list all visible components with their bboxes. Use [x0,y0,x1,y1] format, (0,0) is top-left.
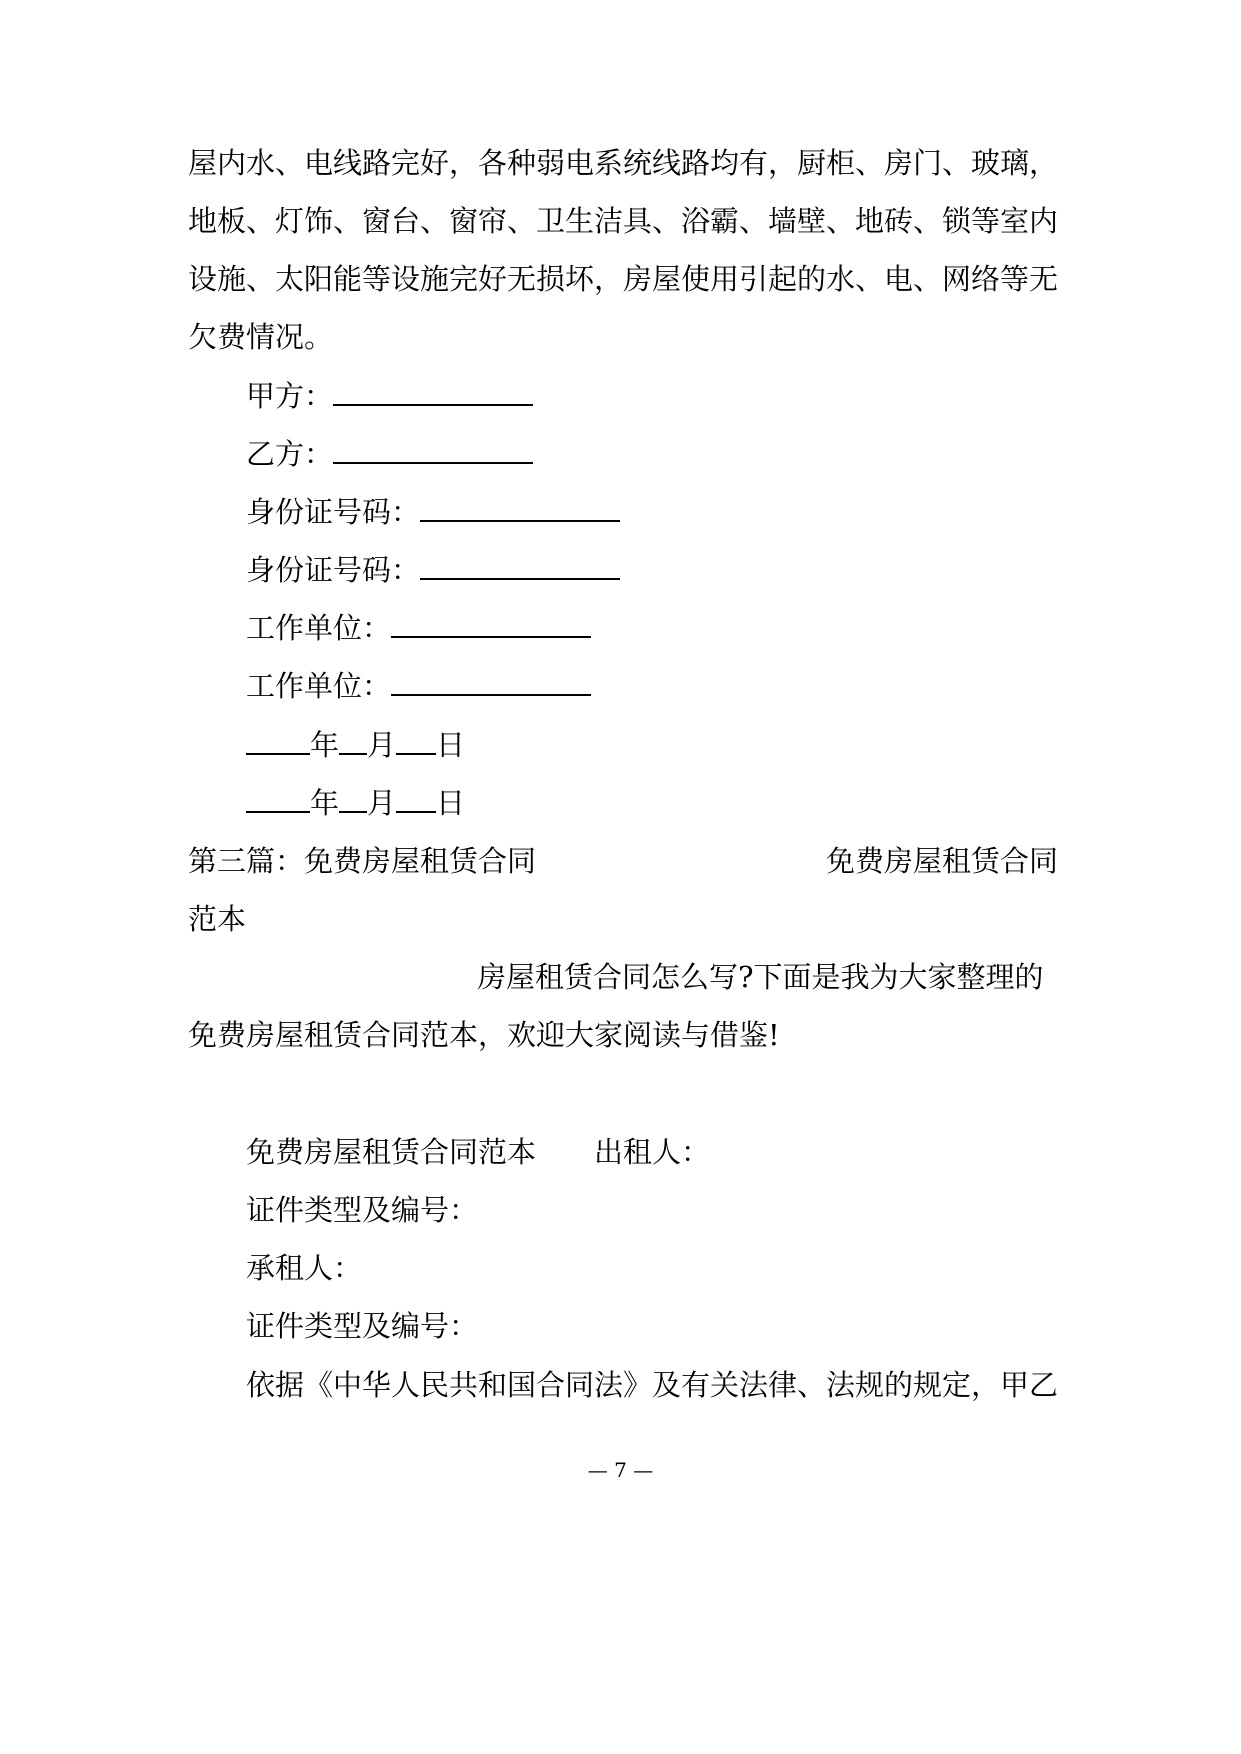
party-a-label: 甲方： [246,379,334,413]
month-blank [339,725,367,755]
work-unit-row [246,608,1116,648]
day-label: 日 [436,728,466,762]
year-blank [246,783,310,813]
id-type-line: 证件类型及编号： [246,1193,479,1227]
work-unit-blank [391,608,591,638]
party-a-row [246,376,1116,416]
contract-title-row [246,1132,1116,1172]
party-b-blank [333,434,533,464]
work-unit-label: 工作单位： [246,669,392,703]
paragraph-line: 欠费情况。 [188,320,334,354]
basis-line: 依据《中华人民共和国合同法》及有关法律、法规的规定，甲乙 [246,1368,1059,1402]
intro-line: 房屋租赁合同怎么写?下面是我为大家整理的 [477,960,1044,994]
month-blank [339,783,367,813]
section-heading-left: 第三篇：免费房屋租赁合同 [188,844,537,878]
id-number-row [246,492,1116,532]
year-label: 年 [310,728,340,762]
paragraph-line: 设施、太阳能等设施完好无损坏，房屋使用引起的水、电、网络等无 [188,262,1059,296]
party-b-label: 乙方： [246,437,334,471]
id-number-blank [420,550,620,580]
lessor-label: 出租人： [594,1135,711,1169]
section-heading-right: 免费房屋租赁合同 [825,844,1058,878]
month-label: 月 [367,786,397,820]
year-label: 年 [310,786,340,820]
page-number: — 7 — [587,1458,654,1482]
id-number-label: 身份证号码： [246,553,421,587]
date-row [246,725,1116,765]
work-unit-row [246,666,1116,706]
party-b-row [246,434,1116,474]
id-type-line: 证件类型及编号： [246,1309,479,1343]
section-heading-cont: 范本 [188,902,247,936]
day-blank [396,725,436,755]
section-heading [188,841,1058,881]
id-number-row [246,550,1116,590]
work-unit-label: 工作单位： [246,611,392,645]
paragraph-line: 屋内水、电线路完好，各种弱电系统线路均有，厨柜、房门、玻璃， [188,146,1059,180]
date-row [246,783,1116,823]
id-number-label: 身份证号码： [246,495,421,529]
day-label: 日 [436,786,466,820]
day-blank [396,783,436,813]
party-a-blank [333,376,533,406]
lessee-line: 承租人： [246,1251,363,1285]
month-label: 月 [367,728,397,762]
contract-title: 免费房屋租赁合同范本 [246,1135,537,1169]
paragraph-line: 地板、灯饰、窗台、窗帘、卫生洁具、浴霸、墙壁、地砖、锁等室内 [188,204,1059,238]
work-unit-blank [391,666,591,696]
id-number-blank [420,492,620,522]
intro-line: 免费房屋租赁合同范本，欢迎大家阅读与借鉴! [188,1018,780,1052]
year-blank [246,725,310,755]
